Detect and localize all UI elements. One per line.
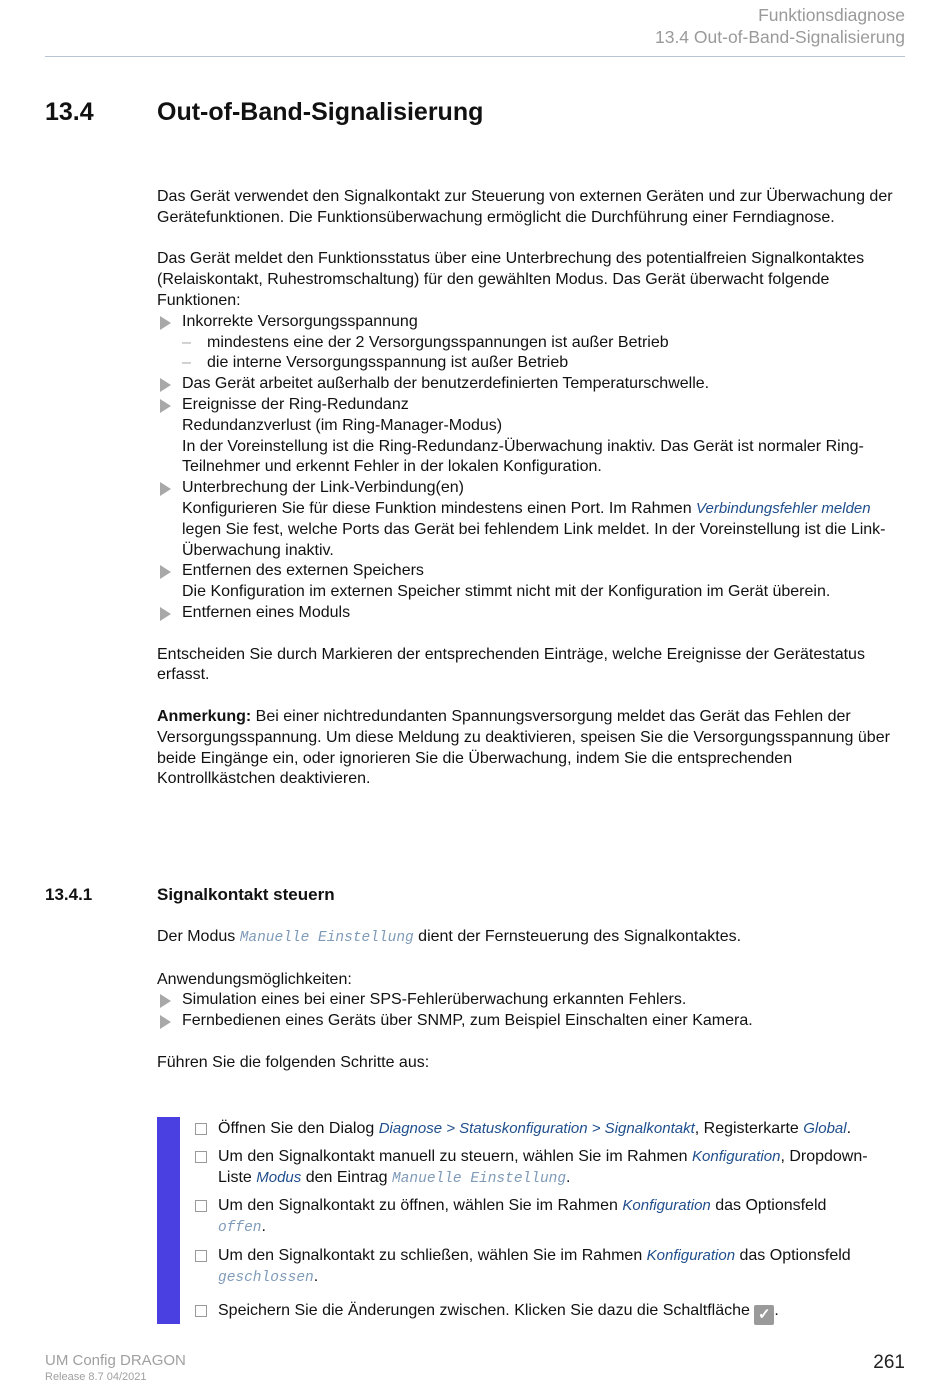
list-item-detail: Die Konfiguration im externen Speicher stimmt nicht mit der Konfiguration im Gerät überein. — [182, 583, 831, 601]
list-item-text: Simulation eines bei einer SPS-Fehlerüberwachung erkannten Fehlers. — [182, 991, 687, 1009]
list-item — [157, 395, 907, 478]
list-item-detail: Redundanzverlust (im Ring-Manager-Modus) — [182, 416, 503, 434]
steps-list — [195, 1119, 895, 1332]
step-text: . — [566, 1168, 571, 1186]
list-item-text: Fernbedienen eines Geräts über SNMP, zum Beispiel Einschalten einer Kamera. — [182, 1012, 753, 1030]
footer-left — [45, 1352, 186, 1384]
mode-text: dient der Fernsteuerung des Signalkontaktes. — [413, 928, 742, 945]
save-checkmark-icon: ✓ — [754, 1305, 774, 1325]
note-paragraph — [157, 707, 907, 790]
subsection-body — [157, 927, 907, 1074]
list-item-text: Ereignisse der Ring-Redundanz — [182, 395, 409, 413]
bullet-triangle-icon — [160, 482, 171, 496]
bullet-triangle-icon — [160, 399, 171, 413]
subsection-number: 13.4.1 — [45, 885, 93, 904]
steps-intro: Führen Sie die folgenden Schritte aus: — [157, 1053, 430, 1071]
step-checkbox[interactable] — [195, 1151, 207, 1163]
list-item — [157, 561, 907, 603]
dash-icon: – — [182, 354, 191, 372]
list-item — [157, 1011, 907, 1032]
section-title: Out-of-Band-Signalisierung — [157, 98, 484, 126]
list-item-text: Entfernen eines Moduls — [182, 603, 351, 621]
step-checkbox[interactable] — [195, 1305, 207, 1317]
bullet-triangle-icon — [160, 565, 171, 579]
bullet-triangle-icon — [160, 994, 171, 1008]
step-text: Um den Signalkontakt zu schließen, wählen Sie im Rahmen — [218, 1246, 647, 1264]
list-item — [157, 312, 907, 374]
step-item — [195, 1119, 895, 1140]
step-item — [195, 1246, 895, 1289]
page-number: 261 — [873, 1352, 905, 1373]
running-header — [655, 4, 905, 48]
bullet-triangle-icon — [160, 607, 171, 621]
step-text: . — [261, 1218, 266, 1236]
frame-reference: Konfiguration — [646, 1246, 736, 1264]
value-reference: offen — [218, 1220, 262, 1237]
dash-icon: – — [182, 333, 191, 351]
detail-text: Konfigurieren Sie für diese Funktion mindestens einen Port. Im Rahmen — [182, 499, 697, 517]
bullet-triangle-icon — [160, 378, 171, 392]
step-text: . — [774, 1301, 779, 1319]
footer-release: Release 8.7 04/2021 — [45, 1371, 147, 1383]
list-item — [157, 990, 907, 1011]
step-text: Speichern Sie die Änderungen zwischen. Klicken Sie dazu die Schaltfläche — [218, 1301, 755, 1319]
step-checkbox[interactable] — [195, 1200, 207, 1212]
section-number: 13.4 — [45, 98, 94, 126]
dialog-reference: Verbindungsfehler melden — [696, 499, 871, 517]
step-checkbox[interactable] — [195, 1123, 207, 1135]
list-item-detail: In der Voreinstellung ist die Ring-Redundanz-Überwachung inaktiv. Das Gerät ist normaler Ring-Teilnehmer und erkennt Fehler in der lokalen Konfiguration. — [182, 437, 864, 476]
tab-reference: Global — [803, 1120, 847, 1137]
step-checkbox[interactable] — [195, 1250, 207, 1262]
intro-paragraph-2: Das Gerät meldet den Funktionsstatus über eine Unterbrechung des potentialfreien Signalkontaktes (Relaiskontakt, Ruhestromschaltung) für den gewählten Modus. Das Gerät überwacht folgende Funktionen: — [157, 250, 865, 309]
frame-reference: Konfiguration — [692, 1147, 781, 1165]
step-text: . — [313, 1267, 319, 1285]
step-item — [195, 1301, 895, 1325]
step-text: . — [846, 1120, 852, 1137]
uses-label: Anwendungsmöglichkeiten: — [157, 970, 352, 988]
list-item-text: Unterbrechung der Link-Verbindung(en) — [182, 479, 464, 497]
header-rule — [45, 56, 905, 57]
mode-text: Der Modus — [157, 928, 240, 945]
list-item-text: Das Gerät arbeitet außerhalb der benutzerdefinierten Temperaturschwelle. — [182, 375, 710, 393]
step-item — [195, 1147, 895, 1190]
function-list — [157, 312, 907, 624]
field-reference: Modus — [256, 1168, 302, 1186]
intro-body — [157, 187, 907, 790]
value-reference: Manuelle Einstellung — [392, 1170, 567, 1187]
mode-value: Manuelle Einstellung — [239, 930, 414, 946]
dialog-reference: Diagnose > Statuskonfiguration > Signalkontakt — [378, 1120, 695, 1137]
intro-paragraph-1: Das Gerät verwendet den Signalkontakt zur Steuerung von externen Geräten und zur Überwachung der Gerätefunktionen. Die Funktionsüberwachung ermöglicht die Durchführung einer Ferndiagnose. — [157, 188, 893, 226]
sub-list-item — [182, 333, 907, 354]
subsection-title: Signalkontakt steuern — [157, 885, 335, 904]
list-item-detail — [182, 499, 907, 561]
list-item — [157, 478, 907, 561]
list-item-text: Inkorrekte Versorgungsspannung — [182, 312, 418, 330]
list-item-text: Entfernen des externen Speichers — [182, 562, 424, 580]
sub-list-item — [182, 353, 907, 374]
frame-reference: Konfiguration — [622, 1197, 711, 1215]
detail-text: legen Sie fest, welche Ports das Gerät bei fehlendem Link meldet. In der Voreinstellung ist die Link-Überwachung inaktiv. — [182, 520, 886, 559]
uses-list — [157, 990, 907, 1032]
note-text: Bei einer nichtredundanten Spannungsversorgung meldet das Gerät das Fehlen der Versorgungsspannung. Um diese Meldung zu deaktivieren, speisen Sie die Versorgungsspannung über beide Eingänge ein, oder ignorieren Sie die Überwachung, indem Sie die entsprechenden Kontrollkästchen deaktivieren. — [157, 707, 890, 788]
header-chapter: Funktionsdiagnose — [758, 5, 905, 25]
step-text: Um den Signalkontakt manuell zu steuern, wählen Sie im Rahmen — [218, 1147, 693, 1165]
bullet-triangle-icon — [160, 1015, 171, 1029]
header-section: 13.4 Out-of-Band-Signalisierung — [654, 27, 905, 47]
list-item — [157, 603, 907, 624]
mode-paragraph — [157, 927, 907, 949]
list-item — [157, 374, 907, 395]
step-item — [195, 1196, 895, 1239]
sub-list-item-text: die interne Versorgungsspannung ist außer Betrieb — [207, 354, 569, 372]
step-text: das Optionsfeld — [710, 1197, 827, 1215]
selection-paragraph: Entscheiden Sie durch Markieren der entsprechenden Einträge, welche Ereignisse der Gerätestatus erfasst. — [157, 645, 865, 684]
step-text: Öffnen Sie den Dialog — [218, 1120, 379, 1137]
sub-list-item-text: mindestens eine der 2 Versorgungsspannungen ist außer Betrieb — [207, 333, 669, 351]
value-reference: geschlossen — [218, 1269, 314, 1286]
step-text: das Optionsfeld — [735, 1246, 851, 1264]
step-text: den Eintrag — [301, 1168, 393, 1186]
step-text: , Dropdown-Liste — [218, 1147, 868, 1186]
footer-product: UM Config DRAGON — [45, 1352, 186, 1369]
step-text: Um den Signalkontakt zu öffnen, wählen Sie im Rahmen — [218, 1197, 623, 1215]
note-label: Anmerkung: — [157, 707, 252, 725]
bullet-triangle-icon — [160, 316, 171, 330]
steps-marker-bar — [157, 1117, 180, 1324]
step-text: , Registerkarte — [694, 1120, 804, 1137]
